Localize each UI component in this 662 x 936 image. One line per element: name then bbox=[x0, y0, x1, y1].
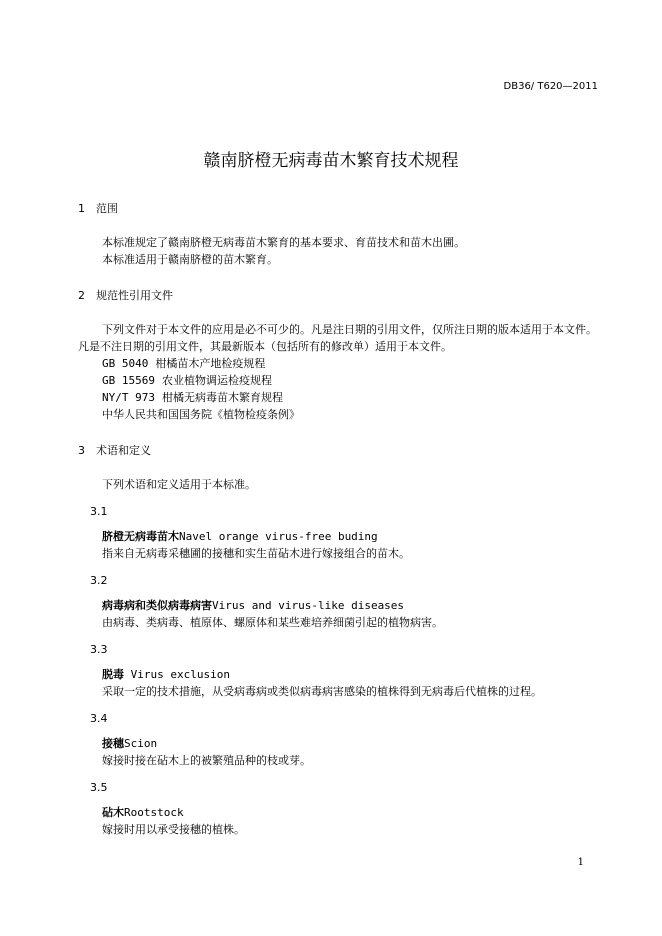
term-en: Rootstock bbox=[124, 806, 184, 819]
page-number: 1 bbox=[577, 857, 584, 868]
term-number: 3.1 bbox=[90, 505, 108, 518]
section-title: 范围 bbox=[96, 202, 118, 215]
term-zh: 脐橙无病毒苗木 bbox=[102, 530, 179, 543]
term-zh: 脱毒 bbox=[102, 668, 124, 681]
term-definition: 采取一定的技术措施，从受病毒病或类似病毒病害感染的植株得到无病毒后代植株的过程。 bbox=[102, 685, 542, 698]
term-en: Navel orange virus-free buding bbox=[179, 530, 378, 543]
reference-code: GB 5040 bbox=[102, 357, 149, 370]
paragraph: 本标准规定了赣南脐橙无病毒苗木繁育的基本要求、育苗技术和苗木出圃。 bbox=[102, 236, 465, 249]
term-number: 3.3 bbox=[90, 643, 108, 656]
term-heading bbox=[102, 804, 184, 820]
reference-code: NY/T 973 bbox=[102, 391, 155, 404]
term-en: Scion bbox=[124, 737, 158, 750]
term-number: 3.2 bbox=[90, 574, 108, 587]
document-title: 赣南脐橙无病毒苗木繁育技术规程 bbox=[203, 151, 459, 171]
term-heading bbox=[102, 735, 157, 751]
section-number: 1 bbox=[78, 202, 85, 215]
term-heading bbox=[102, 666, 230, 682]
term-heading bbox=[102, 597, 404, 613]
term-number: 3.5 bbox=[90, 781, 108, 794]
term-definition: 指来自无病毒采穗圃的接穗和实生苗砧木进行嫁接组合的苗木。 bbox=[102, 547, 410, 560]
term-number: 3.4 bbox=[90, 712, 108, 725]
reference-item bbox=[102, 406, 300, 422]
reference-title: 中华人民共和国国务院《植物检疫条例》 bbox=[102, 408, 300, 421]
term-definition: 嫁接时接在砧木上的被繁殖品种的枝或芽。 bbox=[102, 754, 311, 767]
section-heading-terms-and-definitions bbox=[78, 442, 151, 458]
reference-title: 柑橘无病毒苗木繁育规程 bbox=[161, 391, 283, 404]
paragraph: 本标准适用于赣南脐橙的苗木繁育。 bbox=[102, 253, 278, 266]
reference-title: 农业植物调运检疫规程 bbox=[161, 374, 272, 387]
reference-title: 柑橘苗木产地检疫规程 bbox=[155, 357, 266, 370]
reference-item bbox=[102, 355, 265, 371]
paragraph: 下列文件对于本文件的应用是必不可少的。凡是注日期的引用文件，仅所注日期的版本适用于本文件。凡是不注日期的引用文件，其最新版本（包括所有的修改单）适用于本文件。 bbox=[78, 323, 597, 353]
section-heading-normative-references bbox=[78, 287, 173, 303]
term-heading bbox=[102, 528, 378, 544]
term-definition: 嫁接时用以承受接穗的植株。 bbox=[102, 823, 245, 836]
section-number: 3 bbox=[78, 444, 85, 457]
section-title: 术语和定义 bbox=[96, 444, 151, 457]
reference-code: GB 15569 bbox=[102, 374, 155, 387]
reference-item bbox=[102, 372, 272, 388]
term-definition: 由病毒、类病毒、植原体、螺原体和某些难培养细菌引起的植物病害。 bbox=[102, 616, 443, 629]
section-number: 2 bbox=[78, 289, 85, 302]
term-zh: 病毒病和类似病毒病害 bbox=[102, 599, 212, 612]
section-title: 规范性引用文件 bbox=[96, 289, 173, 302]
section-heading-scope bbox=[78, 200, 118, 216]
reference-item bbox=[102, 389, 283, 405]
term-zh: 接穗 bbox=[102, 737, 124, 750]
term-en: Virus exclusion bbox=[124, 668, 230, 681]
paragraph: 下列术语和定义适用于本标准。 bbox=[102, 478, 256, 491]
standard-code-header: DB36/ T620—2011 bbox=[503, 81, 598, 92]
term-zh: 砧木 bbox=[102, 806, 124, 819]
term-en: Virus and virus-like diseases bbox=[212, 599, 405, 612]
